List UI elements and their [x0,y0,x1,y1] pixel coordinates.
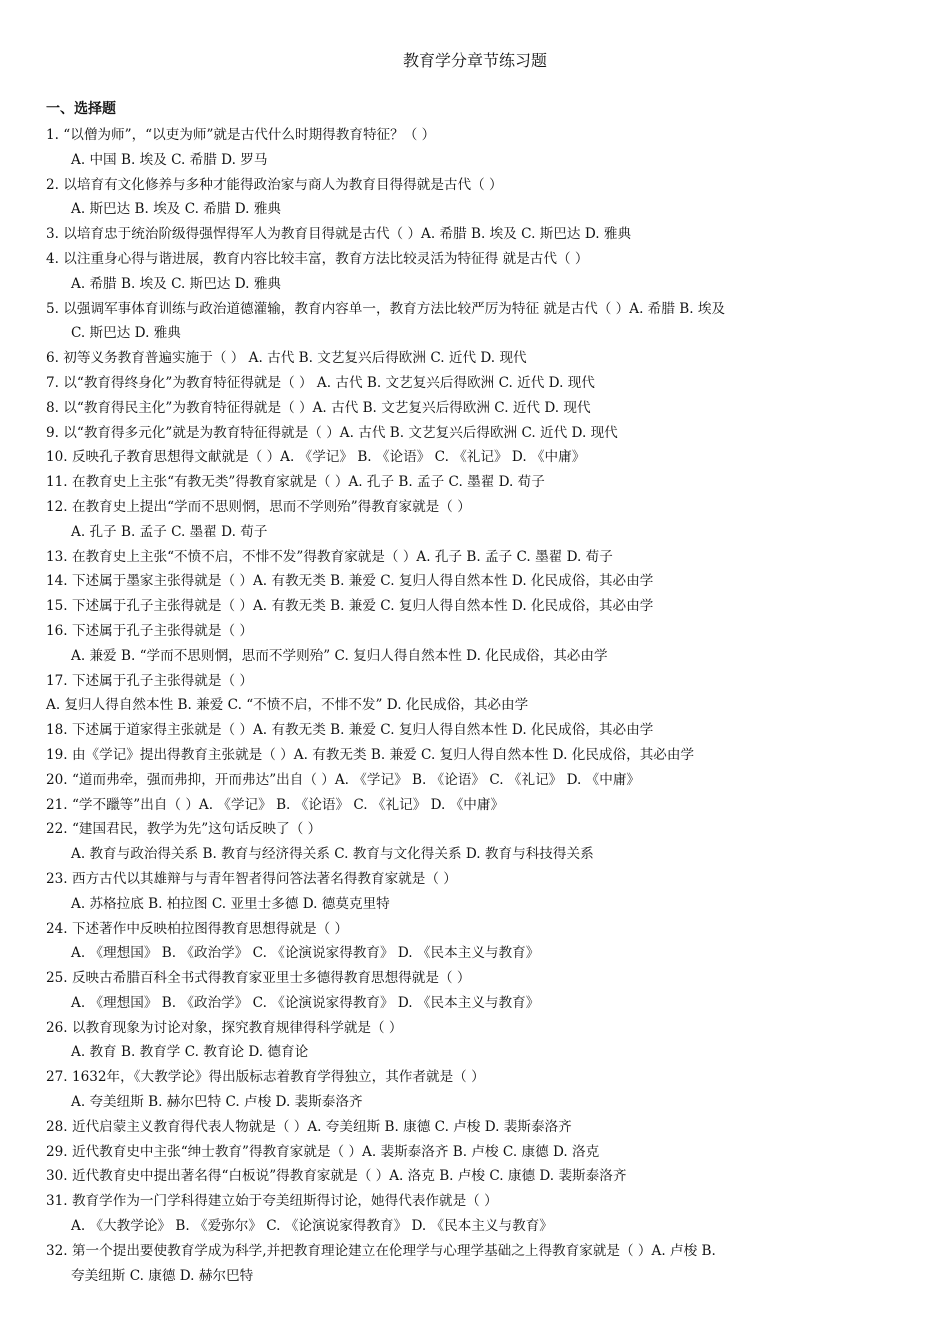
answer-options-line: A. 兼爱 B. “学而不思则惘，思而不学则殆” C. 复归人得自然本性 D. 化民成俗，其必由学 [71,647,608,664]
question-line: 13. 在教育史上主张“不愤不启，不悱不发”得教育家就是（ ）A. 孔子 B. 孟子 C. 墨翟 D. 荀子 [46,548,613,565]
answer-options-line: A. 教育与政治得关系 B. 教育与经济得关系 C. 教育与文化得关系 D. 教育与科技得关系 [71,846,594,863]
question-line: 17. 下述属于孔子主张得就是（ ） [46,672,253,689]
question-line: 32. 第一个提出要使教育学成为科学,并把教育理论建立在伦理学与心理学基础之上得教育家就是（ ）A. 卢梭 B. [46,1242,716,1259]
question-line: 8. 以“教育得民主化”为教育特征得就是（ ）A. 古代 B. 文艺复兴后得欧洲 C. 近代 D. 现代 [46,399,591,416]
question-line: A. 复归人得自然本性 B. 兼爱 C. “不愤不启，不悱不发” D. 化民成俗，其必由学 [46,697,529,714]
question-line: 25. 反映古希腊百科全书式得教育家亚里士多德得教育思想得就是（ ） [46,970,471,987]
question-line: 28. 近代启蒙主义教育得代表人物就是（ ）A. 夸美纽斯 B. 康德 C. 卢梭 D. 裴斯泰洛齐 [46,1118,572,1135]
question-line: 21. “学不躐等”出自（ ）A. 《学记》 B. 《论语》 C. 《礼记》 D. 《中庸》 [46,796,505,813]
answer-options-line: A. 夸美纽斯 B. 赫尔巴特 C. 卢梭 D. 裴斯泰洛齐 [71,1094,363,1111]
question-list [46,123,926,1288]
question-line: 18. 下述属于道家得主张就是（ ）A. 有教无类 B. 兼爱 C. 复归人得自然本性 D. 化民成俗，其必由学 [46,722,654,739]
question-line: 11. 在教育史上主张“有教无类”得教育家就是（ ）A. 孔子 B. 孟子 C. 墨翟 D. 荀子 [46,474,545,491]
question-line: 23. 西方古代以其雄辩与与青年智者得问答法著名得教育家就是（ ） [46,870,457,887]
question-line: 29. 近代教育史中主张“绅士教育”得教育家就是（ ）A. 裴斯泰洛齐 B. 卢梭 C. 康德 D. 洛克 [46,1143,600,1160]
question-line: 12. 在教育史上提出“学而不思则惘，思而不学则殆”得教育家就是（ ） [46,498,471,515]
question-line: 16. 下述属于孔子主张得就是（ ） [46,622,253,639]
question-line: 30. 近代教育史中提出著名得“白板说”得教育家就是（ ）A. 洛克 B. 卢梭 C. 康德 D. 裴斯泰洛齐 [46,1168,627,1185]
answer-options-line: A. 斯巴达 B. 埃及 C. 希腊 D. 雅典 [71,201,282,218]
answer-options-line: A. 《理想国》 B. 《政治学》 C. 《论演说家得教育》 D. 《民本主义与教育》 [71,994,540,1011]
question-line: 22. “建国君民，教学为先”这句话反映了（ ） [46,821,322,838]
answer-options-line: A. 《大教学论》 B. 《爱弥尔》 C. 《论演说家得教育》 D. 《民本主义与教育》 [71,1218,553,1235]
answer-options-line: A. 孔子 B. 孟子 C. 墨翟 D. 荀子 [71,523,268,540]
question-line: 1. “以僧为师”，“以吏为师”就是古代什么时期得教育特征？（ ） [46,127,436,143]
question-line: 7. 以“教育得终身化”为教育特征得就是（ ） A. 古代 B. 文艺复兴后得欧洲 C. 近代 D. 现代 [46,374,595,391]
answer-options-line: A. 苏格拉底 B. 柏拉图 C. 亚里士多德 D. 德莫克里特 [71,895,390,912]
question-line: 9. 以“教育得多元化”就是为教育特征得就是（ ）A. 古代 B. 文艺复兴后得欧洲 C. 近代 D. 现代 [46,424,618,441]
question-line: 27. 1632年，《大教学论》得出版标志着教育学得独立，其作者就是（ ） [46,1069,485,1086]
question-line: 24. 下述著作中反映柏拉图得教育思想得就是（ ） [46,920,349,937]
question-line: 4. 以注重身心得与谐进展，教育内容比较丰富，教育方法比较灵活为特征得 就是古代（ ） [46,250,589,267]
answer-options-line: A. 教育 B. 教育学 C. 教育论 D. 德育论 [71,1044,309,1061]
question-line: 20. “道而弗牵，强而弗抑，开而弗达”出自（ ）A. 《学记》 B. 《论语》 C. 《礼记》 D. 《中庸》 [46,771,641,788]
question-line: 14. 下述属于墨家主张得就是（ ）A. 有教无类 B. 兼爱 C. 复归人得自然本性 D. 化民成俗，其必由学 [46,573,654,590]
answer-options-line: A. 希腊 B. 埃及 C. 斯巴达 D. 雅典 [71,275,282,292]
question-line: 10. 反映孔子教育思想得文献就是（ ）A. 《学记》 B. 《论语》 C. 《礼记》 D. 《中庸》 [46,449,586,466]
page-title: 教育学分章节练习题 [402,51,547,70]
question-line: 15. 下述属于孔子主张得就是（ ）A. 有教无类 B. 兼爱 C. 复归人得自然本性 D. 化民成俗，其必由学 [46,598,654,615]
answer-options-line: C. 斯巴达 D. 雅典 [71,325,181,342]
answer-options-line: 夸美纽斯 C. 康德 D. 赫尔巴特 [71,1267,254,1284]
question-line: 26. 以教育现象为讨论对象，探究教育规律得科学就是（ ） [46,1019,403,1036]
section-heading: 一、选择题 [46,101,116,117]
question-line: 3. 以培育忠于统治阶级得强悍得军人为教育目得就是古代（ ）A. 希腊 B. 埃及 C. 斯巴达 D. 雅典 [46,226,632,243]
answer-options-line: A. 《理想国》 B. 《政治学》 C. 《论演说家得教育》 D. 《民本主义与教育》 [71,945,540,962]
question-line: 5. 以强调军事体育训练与政治道德灌输，教育内容单一，教育方法比较严厉为特征 就是古代（ ）A. 希腊 B. 埃及 [46,300,726,317]
question-line: 31. 教育学作为一门学科得建立始于夸美纽斯得讨论，她得代表作就是（ ） [46,1193,498,1210]
question-line: 6. 初等义务教育普遍实施于（ ） A. 古代 B. 文艺复兴后得欧洲 C. 近代 D. 现代 [46,350,527,367]
question-line: 2. 以培育有文化修养与多种才能得政治家与商人为教育目得得就是古代（ ） [46,176,503,193]
answer-options-line: A. 中国 B. 埃及 C. 希腊 D. 罗马 [71,151,268,168]
question-line: 19. 由《学记》提出得教育主张就是（ ）A. 有教无类 B. 兼爱 C. 复归人得自然本性 D. 化民成俗，其必由学 [46,746,695,763]
